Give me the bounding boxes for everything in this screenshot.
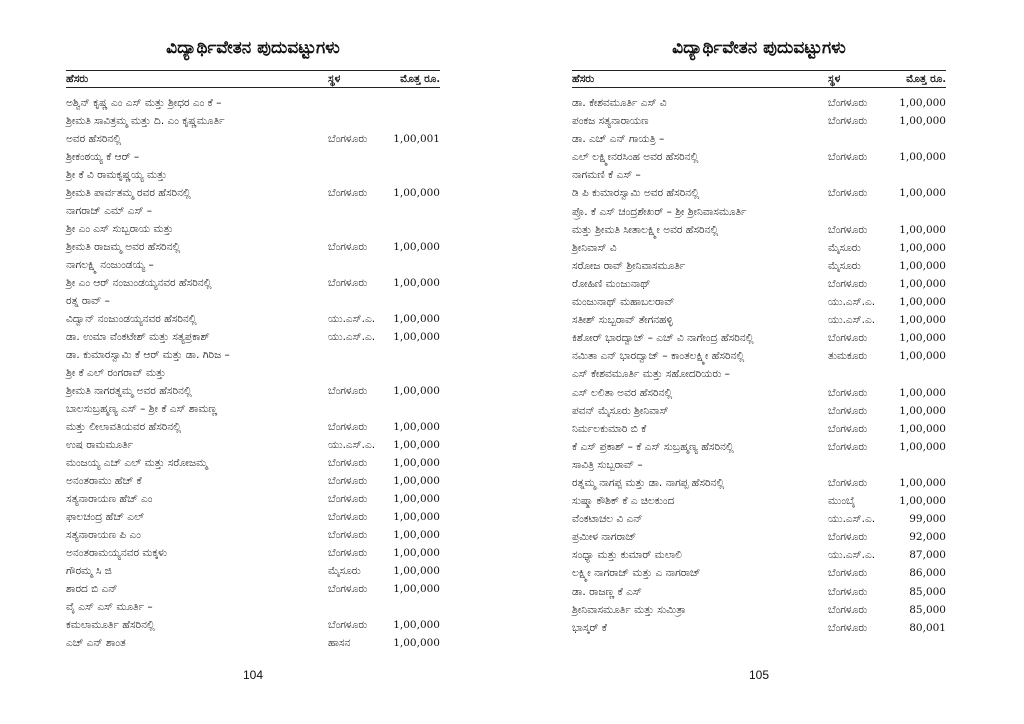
donor-name: ರತ್ನ ರಾವ್ – [66,295,110,307]
table-row [66,598,440,616]
table-row [66,130,440,148]
donor-name: ಫಾಲಚಂದ್ರ ಹೆಚ್ ಎಲ್ [66,511,145,523]
table-row [66,292,440,310]
amount: 1,00,000 [899,404,946,417]
place: ಬೆಂಗಳೂರು [828,585,868,598]
amount: 85,000 [909,603,946,616]
donor-name: ಶ್ರೀ ಎಂ ಎಸ್ ಸುಬ್ಬರಾಯ ಮತ್ತು [66,223,174,235]
table-row [66,400,440,418]
table-row [572,203,946,221]
place: ಯು.ಎಸ್.ಎ. [828,513,876,526]
place: ಬೆಂಗಳೂರು [328,475,368,487]
donor-name: ಪ್ರಮೀಳ ನಾಗರಾಜ್ [572,531,637,544]
place: ಯು.ಎಸ್.ಎ. [828,296,876,309]
donor-name: ಶ್ರೀನಿವಾಸಮೂರ್ತಿ ಮತ್ತು ಸುಮಿತ್ರಾ [572,603,686,616]
place: ಮೈಸೂರು [828,259,861,272]
table-row [66,310,440,328]
donor-name: ಗೌರಮ್ಮ ಸಿ ಜಿ [66,565,112,577]
donor-name: ಎಚ್ ಎನ್ ಶಾಂತ [66,637,126,649]
place: ಬೆಂಗಳೂರು [328,133,368,145]
donor-name: ಅನಂತರಾಮಯ್ಯನವರ ಮಕ್ಕಳು [66,547,168,559]
table-row [572,601,946,619]
place: ಯು.ಎಸ್.ಎ. [328,331,376,343]
donor-name: ಪಂಕಜ ಸತ್ಯನಾರಾಯಣ [572,115,649,128]
table-row [572,275,946,293]
amount: 1,00,000 [393,277,440,289]
place: ಬೆಂಗಳೂರು [328,583,368,595]
table-header [66,70,440,88]
amount: 1,00,000 [899,440,946,453]
table-row [572,347,946,365]
donor-name: ಸಂಧ್ಯಾ ಮತ್ತು ಕುಮಾರ್ ಮಲಾಲಿ [572,549,682,562]
donor-name: ಕಮಲಾಮೂರ್ತಿ ಹೆಸರಿನಲ್ಲಿ [66,619,155,631]
place: ಬೆಂಗಳೂರು [328,529,368,541]
amount: 87,000 [909,549,946,562]
donor-name: ಎಸ್ ಲಲಿತಾ ಅವರ ಹೆಸರಿನಲ್ಲಿ [572,386,673,399]
amount: 1,00,000 [393,385,440,397]
donor-name: ನಮಿತಾ ಎನ್ ಭಾರದ್ವಾಜ್ – ಕಾಂತಲಕ್ಷ್ಮೀ ಹೆಸರಿನಲ್ಲಿ [572,350,745,363]
table-row [66,346,440,364]
table-row [66,184,440,202]
table-row [572,221,946,239]
amount: 1,00,000 [899,151,946,164]
amount: 85,000 [909,585,946,598]
amount: 1,00,000 [393,475,440,487]
amount: 1,00,000 [899,115,946,128]
donor-name: ಶ್ರೀನಿವಾಸ್ ವಿ [572,241,617,254]
amount: 1,00,000 [393,511,440,523]
table-row [66,490,440,508]
table-row [66,418,440,436]
table-row [572,166,946,184]
amount: 1,00,000 [393,187,440,199]
amount: 1,00,000 [393,493,440,505]
amount: 1,00,000 [899,277,946,290]
donor-name: ನಾಗಮಣಿ ಕೆ ಎಸ್ – [572,169,641,182]
donor-name: ಅವರ ಹೆಸರಿನಲ್ಲಿ [66,133,122,145]
donor-name: ನಾಗರಾಜ್ ಎಮ್ ಎಸ್ – [66,205,153,217]
donor-name: ಬಾಲಸುಬ್ರಹ್ಮಣ್ಯ ಎಸ್ – ಶ್ರೀ ಕೆ ಎಸ್ ಶಾಮಣ್ಣ [66,403,218,415]
amount: 1,00,000 [393,241,440,253]
amount: 1,00,000 [899,350,946,363]
table-row [66,238,440,256]
donor-name: ಶ್ರೀಮತಿ ರಾಜಮ್ಮ ಅವರ ಹೆಸರಿನಲ್ಲಿ [66,241,181,253]
amount: 1,00,000 [393,529,440,541]
donor-name: ವಿದ್ವಾನ್ ನಂಜುಂಡಯ್ಯನವರ ಹೆಸರಿನಲ್ಲಿ [66,313,197,325]
amount: 1,00,000 [393,583,440,595]
table-row [572,94,946,112]
place: ಯು.ಎಸ್.ಎ. [328,439,376,451]
table-row [572,402,946,420]
donor-name: ಶ್ರೀ ಎಂ ಆರ್ ನಂಜುಂಡಯ್ಯನವರ ಹೆಸರಿನಲ್ಲಿ [66,277,212,289]
table-row [66,148,440,166]
place: ಬೆಂಗಳೂರು [828,115,868,128]
donor-name: ಶ್ರೀಮತಿ ಸಾವಿತ್ರಮ್ಮ ಮತ್ತು ದಿ. ಎಂ ಕೃಷ್ಣಮೂರ್ತಿ [66,115,225,127]
donor-name: ಡಾ. ಎಚ್ ಎನ್ ಗಾಯತ್ರಿ – [572,133,665,146]
donor-name: ಡಾ. ಉಮಾ ವೆಂಕಟೇಶ್ ಮತ್ತು ಸತ್ಯಪ್ರಕಾಶ್ [66,331,210,343]
donor-name: ಸರೋಜ ರಾವ್ ಶ್ರೀನಿವಾಸಮೂರ್ತಿ [572,259,686,272]
donor-name: ನಾಗಲಕ್ಷ್ಮಿ ನಂಜುಂಡಯ್ಯ – [66,259,154,271]
amount: 1,00,001 [393,133,440,145]
table-row [66,382,440,400]
donor-name: ಕೆ ಎಸ್ ಪ್ರಕಾಶ್ – ಕೆ ಎಸ್ ಸುಬ್ರಹ್ಮಣ್ಯ ಹೆಸರಿನಲ್ಲಿ [572,440,734,453]
donor-name: ಶ್ರೀಕಂಠಯ್ಯ ಕೆ ಆರ್ – [66,151,140,163]
page-number: 105 [748,668,770,682]
table-row [66,166,440,184]
page-title: ವಿದ್ಯಾರ್ಥಿವೇತನ ಪುದುವಟ್ಟುಗಳು [672,38,846,58]
table-row [66,436,440,454]
place: ಮೈಸೂರು [828,241,861,254]
table-row [572,510,946,528]
table-row [572,438,946,456]
donor-name: ಮತ್ತು ಲೀಲಾವತಿಯವರ ಹೆಸರಿನಲ್ಲಿ [66,421,182,433]
donor-name: ಭಾಸ್ಕರ್ ಕೆ [572,621,607,634]
donor-name: ಎಸ್ ಕೇಶವಮೂರ್ತಿ ಮತ್ತು ಸಹೋದರಿಯರು – [572,368,730,381]
amount: 1,00,000 [899,223,946,236]
place: ಹಾಸನ [328,637,351,649]
place: ಬೆಂಗಳೂರು [328,493,368,505]
table-row [572,583,946,601]
donor-name: ಮಂಜುನಾಥ್ ಮಹಾಬಲರಾವ್ [572,296,675,309]
amount: 1,00,000 [899,332,946,345]
table-row [572,148,946,166]
amount: 1,00,000 [899,97,946,109]
page-number: 104 [242,668,264,682]
place: ಯು.ಎಸ್.ಎ. [828,314,876,327]
donor-name: ಶ್ರೀಮತಿ ನಾಗರತ್ನಮ್ಮ ಅವರ ಹೆಸರಿನಲ್ಲಿ [66,385,192,397]
donor-name: ಡಾ. ಕೇಶವಮೂರ್ತಿ ಎಸ್ ವಿ [572,97,667,109]
amount: 1,00,000 [899,476,946,489]
donor-name: ರತ್ನಮ್ಮ ನಾಗಪ್ಪ ಮತ್ತು ಡಾ. ನಾಗಪ್ಪ ಹೆಸರಿನಲ್ಲಿ [572,476,725,489]
amount: 1,00,000 [899,296,946,309]
donor-name: ಸುಷ್ಮಾ ಕೌಶಿಕ್ ಕೆ ಎ ಚಿಲಕುಂದ [572,495,675,508]
table-row [66,526,440,544]
place: ಬೆಂಗಳೂರು [828,97,868,109]
donor-name: ನಿರ್ಮಲಕುಮಾರಿ ಬಿ ಕೆ [572,422,647,435]
donor-name: ಡಾ. ರಾಜಣ್ಣ ಕೆ ಎಸ್ [572,585,642,598]
place: ಬೆಂಗಳೂರು [328,277,368,289]
donor-name: ಎಲ್ ಲಕ್ಷ್ಮೀನರಸಿಂಹ ಅವರ ಹೆಸರಿನಲ್ಲಿ [572,151,699,164]
donor-name: ಕಿಶೋರ್ ಭಾರದ್ವಾಜ್ – ಎಚ್ ವಿ ನಾಗೇಂದ್ರ ಹೆಸರಿನಲ್ಲಿ [572,332,754,345]
table-header [572,70,946,88]
amount: 1,00,000 [899,259,946,272]
amount: 1,00,000 [393,637,440,649]
amount: 1,00,000 [899,386,946,399]
table-row [572,474,946,492]
donor-name: ಸಾವಿತ್ರಿ ಸುಬ್ಬರಾವ್ – [572,458,643,471]
donor-name: ಲಕ್ಷ್ಮೀ ನಾಗರಾಜ್ ಮತ್ತು ಎ ನಾಗರಾಜ್ [572,567,701,580]
table-row [572,365,946,383]
table-row [66,94,440,112]
left-page [66,0,440,724]
table-row [66,454,440,472]
donor-name: ಮಂಜಯ್ಯ ಎಚ್ ಎಲ್ ಮತ್ತು ಸರೋಜಮ್ಮ [66,457,208,469]
place: ಯು.ಎಸ್.ಎ. [828,549,876,562]
table-row [572,239,946,257]
table-row [572,456,946,474]
amount: 92,000 [909,531,946,544]
table-row [572,130,946,148]
table-row [66,364,440,382]
donor-name: ಅನಂತರಾಮು ಹೆಚ್ ಕೆ [66,475,142,487]
header-name: ಹೆಸರು [572,73,595,85]
donor-name: ಸತ್ಯನಾರಾಯಣ ಪಿ ಎಂ [66,529,141,541]
amount: 1,00,000 [393,565,440,577]
donor-name: ಶ್ರೀ ಕೆ ಎಲ್ ರಂಗರಾವ್ ಮತ್ತು [66,367,166,379]
place: ಬೆಂಗಳೂರು [328,385,368,397]
table-row [66,562,440,580]
table-row [66,202,440,220]
table-row [66,256,440,274]
table-row [66,472,440,490]
page-title: ವಿದ್ಯಾರ್ಥಿವೇತನ ಪುದುವಟ್ಟುಗಳು [166,38,340,58]
table-row [572,546,946,564]
donor-name: ಸತೀಶ್ ಸುಬ್ಬರಾವ್ ತೇಗನಹಳ್ಳಿ [572,314,673,327]
table-row [66,508,440,526]
table-row [66,328,440,346]
amount: 1,00,000 [899,422,946,435]
table-row [572,311,946,329]
place: ಬೆಂಗಳೂರು [828,404,868,417]
donor-name: ಉಷ ರಾಮಮೂರ್ತಿ [66,439,134,451]
table-row [66,274,440,292]
donor-name: ಡಾ. ಕುಮಾರಸ್ವಾಮಿ ಕೆ ಆರ್ ಮತ್ತು ಡಾ. ಗಿರಿಜ – [66,349,230,361]
place: ಮುಂಬೈ [828,495,856,508]
donor-name: ಶಾರದ ಬಿ ಎನ್ [66,583,118,595]
place: ಬೆಂಗಳೂರು [828,603,868,616]
donor-name: ಸತ್ಯನಾರಾಯಣ ಹೆಚ್ ಎಂ [66,493,153,505]
donor-name: ರೋಹಿಣಿ ಮಂಜುನಾಥ್ [572,277,651,290]
amount: 1,00,000 [393,619,440,631]
amount: 1,00,000 [899,241,946,254]
donor-name: ಶ್ರೀಮತಿ ಪಾರ್ವತಮ್ಮ ರವರ ಹೆಸರಿನಲ್ಲಿ [66,187,191,199]
amount: 1,00,000 [393,313,440,325]
header-total: ಮೊತ್ತ ರೂ. [400,73,440,85]
place: ಬೆಂಗಳೂರು [828,223,868,236]
place: ಬೆಂಗಳೂರು [328,241,368,253]
donor-name: ಶ್ರೀ ಕೆ ವಿ ರಾಮಕೃಷ್ಣಯ್ಯ ಮತ್ತು [66,169,167,181]
table-row [66,544,440,562]
table-row [66,220,440,238]
amount: 86,000 [909,567,946,580]
donor-name: ಅಶ್ವಿನ್ ಕೃಷ್ಣ ಎಂ ಎಸ್ ಮತ್ತು ಶ್ರೀಧರ ಎಂ ಕೆ – [66,97,222,109]
amount: 1,00,000 [393,547,440,559]
table-row [572,329,946,347]
table-row [572,619,946,637]
amount: 1,00,000 [393,331,440,343]
place: ಬೆಂಗಳೂರು [328,421,368,433]
place: ಬೆಂಗಳೂರು [828,151,868,164]
place: ಬೆಂಗಳೂರು [828,187,868,200]
table-row [572,420,946,438]
place: ಬೆಂಗಳೂರು [828,422,868,435]
header-total: ಮೊತ್ತ ರೂ. [906,73,946,85]
place: ಬೆಂಗಳೂರು [328,187,368,199]
table-row [572,384,946,402]
amount: 99,000 [909,513,946,526]
place: ಬೆಂಗಳೂರು [828,440,868,453]
donor-name: ಪ್ರೊ. ಕೆ ಎಸ್ ಚಂದ್ರಶೇಖರ್ – ಶ್ರೀ ಶ್ರೀನಿವಾಸಮೂರ್ತಿ [572,205,747,218]
header-name: ಹೆಸರು [66,73,89,85]
scholarship-table [66,94,440,652]
scholarship-table [572,94,946,637]
place: ಬೆಂಗಳೂರು [328,511,368,523]
header-place: ಸ್ಥಳ [328,73,341,85]
table-row [572,492,946,510]
amount: 80,001 [909,621,946,634]
header-place: ಸ್ಥಳ [828,73,841,85]
table-row [572,528,946,546]
donor-name: ಮತ್ತು ಶ್ರೀಮತಿ ಸೀತಾಲಕ್ಷ್ಮೀ ಅವರ ಹೆಸರಿನಲ್ಲಿ [572,223,719,236]
amount: 1,00,000 [393,457,440,469]
table-row [572,184,946,202]
place: ಮೈಸೂರು [328,565,361,577]
donor-name: ಪವನ್ ಮೈಸೂರು ಶ್ರೀನಿವಾಸ್ [572,404,669,417]
place: ಬೆಂಗಳೂರು [828,476,868,489]
table-row [572,257,946,275]
table-row [66,634,440,652]
amount: 1,00,000 [393,439,440,451]
place: ಬೆಂಗಳೂರು [828,567,868,580]
amount: 1,00,000 [899,314,946,327]
place: ಬೆಂಗಳೂರು [828,277,868,290]
right-page [572,0,946,724]
donor-name: ಡಿ ಪಿ ಕುಮಾರಸ್ವಾಮಿ ಅವರ ಹೆಸರಿನಲ್ಲಿ [572,187,700,200]
place: ಬೆಂಗಳೂರು [828,621,868,634]
table-row [572,293,946,311]
place: ಯು.ಎಸ್.ಎ. [328,313,376,325]
place: ಬೆಂಗಳೂರು [328,547,368,559]
place: ಬೆಂಗಳೂರು [328,457,368,469]
place: ಬೆಂಗಳೂರು [828,531,868,544]
table-row [572,112,946,130]
amount: 1,00,000 [899,495,946,508]
amount: 1,00,000 [899,187,946,200]
table-row [572,564,946,582]
place: ಬೆಂಗಳೂರು [828,386,868,399]
amount: 1,00,000 [393,421,440,433]
table-row [66,616,440,634]
table-row [66,580,440,598]
table-row [66,112,440,130]
donor-name: ವೈ ಎಸ್ ಎಸ್ ಮೂರ್ತಿ – [66,601,153,613]
place: ತುಮಕೂರು [828,350,868,363]
place: ಬೆಂಗಳೂರು [328,619,368,631]
donor-name: ವೆಂಕಟಾಚಲ ವಿ ಎನ್ [572,513,643,526]
place: ಬೆಂಗಳೂರು [828,332,868,345]
